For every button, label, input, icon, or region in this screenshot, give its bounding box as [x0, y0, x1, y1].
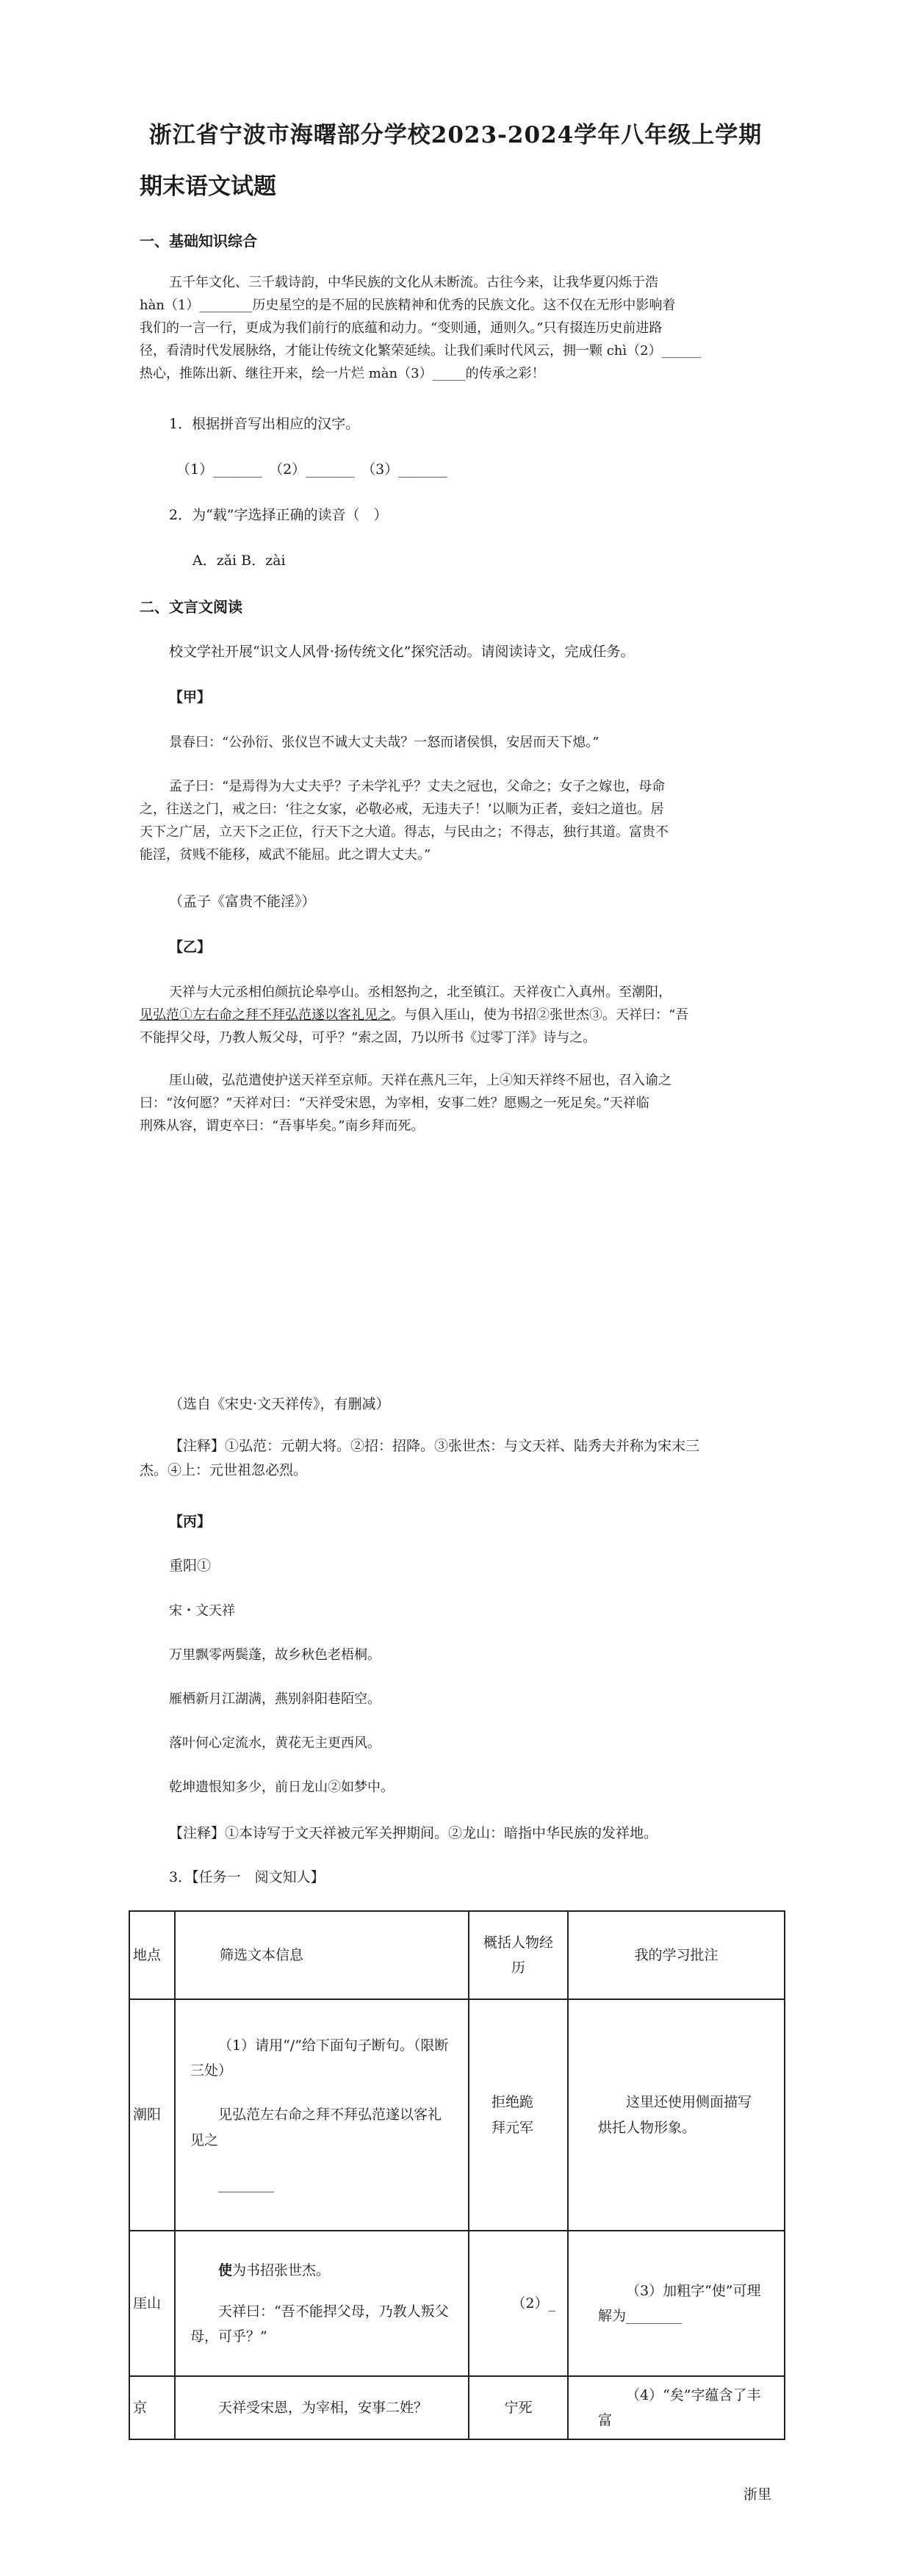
poem-line: 乾坤遗恨知多少，前日龙山②如梦中。 — [169, 1780, 394, 1795]
jia-line: 天下之广居，立天下之正位，行天下之大道。得志，与民由之；不得志，独行其道。富贵不 — [140, 824, 669, 840]
row1-answer-blank[interactable]: ________ — [218, 2176, 274, 2192]
footer-watermark: 浙里 — [743, 2486, 771, 2503]
section1-heading: 一、基础知识综合 — [140, 232, 257, 250]
question-1: 1．根据拼音写出相应的汉字。 — [169, 416, 360, 432]
header-place: 地点 — [129, 1911, 175, 1999]
yi-line: 厓山破，弘范遣使护送天祥至京师。天祥在燕凡三年，上④知天祥终不屈也，召入谕之 — [169, 1073, 671, 1088]
poem-line: 雁栖新月江湖满，燕别斜阳巷陌空。 — [169, 1691, 381, 1707]
table-row — [129, 2376, 785, 2439]
poem-author: 宋・文天祥 — [169, 1603, 235, 1619]
yi-source: （选自《宋史·文天祥传》，有删减） — [169, 1396, 390, 1412]
row1-info-sentence: 见弘范左右命之拜不拜弘范遂以客礼见之 — [190, 2107, 442, 2148]
section2-intro: 校文学社开展“识文人风骨·扬传统文化”探究活动。请阅读诗文，完成任务。 — [169, 644, 635, 660]
poem-line: 落叶何心定流水，黄花无主更西风。 — [169, 1735, 381, 1751]
yi-line: 不能捍父母，乃教人叛父母，可乎？”索之固，乃以所书《过零丁洋》诗与之。 — [140, 1029, 597, 1046]
bing-label: 【丙】 — [169, 1514, 212, 1530]
row1-info — [175, 1999, 469, 2231]
note-line: 杰。④上：元世祖忽必烈。 — [140, 1461, 308, 1478]
jia-label: 【甲】 — [169, 689, 212, 705]
row2-note[interactable]: （3）加粗字“使”可理解为________ — [568, 2231, 785, 2376]
question-2-options[interactable]: A．zǎi B．zài — [192, 553, 286, 569]
passage-line: hàn（1）________历史星空的是不屈的民族精神和优秀的民族文化。这不仅在无形中影响着 — [140, 297, 676, 313]
yi-line: 刑殊从容，谓吏卒曰：“吾事毕矣。”南乡拜而死。 — [140, 1118, 425, 1134]
jia-paragraph-1: 景春曰：“公孙衍、张仪岂不诚大丈夫哉？一怒而诸侯惧，安居而天下熄。” — [169, 735, 599, 750]
table-row — [129, 2231, 785, 2376]
row3-place: 京 — [129, 2376, 175, 2439]
bing-note: 【注释】①本诗写于文天祥被元军关押期间。②龙山：暗指中华民族的发祥地。 — [169, 1825, 658, 1841]
row2-info-line2: 天祥曰：“吾不能捍父母，乃教人叛父母，可乎？” — [190, 2303, 449, 2345]
jia-line: 之，往送之门，戒之曰：‘往之女家，必敬必戒，无违夫子！’以顺为正者，妾妇之道也。居 — [140, 801, 664, 817]
row1-info-question: （1）请用“/”给下面句子断句。（限断三处） — [190, 2037, 449, 2079]
jia-line: 孟子曰：“是焉得为大丈夫乎？子未学礼乎？丈夫之冠也，父命之；女子之嫁也，母命 — [169, 779, 666, 794]
poem-line: 万里飘零两鬓蓬，故乡秋色老梧桐。 — [169, 1647, 381, 1663]
bold-shi: 使 — [218, 2262, 233, 2278]
row2-info — [175, 2231, 469, 2376]
header-summary: 概括人物经历 — [469, 1911, 568, 1999]
doc-title-line2: 期末语文试题 — [140, 173, 276, 200]
header-info: 筛选文本信息 — [175, 1911, 469, 1999]
header-note: 我的学习批注 — [568, 1911, 785, 1999]
row1-summary: 拒绝跪拜元军 — [469, 1999, 568, 2231]
poem-title: 重阳① — [169, 1558, 212, 1574]
yi-line-rest: 。与俱入厓山，使为书招②张世杰③。天祥曰：“吾 — [391, 1007, 689, 1023]
section2-heading: 二、文言文阅读 — [140, 598, 242, 616]
row2-summary[interactable]: （2）_ — [469, 2231, 568, 2376]
yi-paragraph-2 — [140, 1070, 786, 1138]
row1-place: 潮阳 — [129, 1999, 175, 2231]
passage-line: 五千年文化、三千载诗韵，中华民族的文化从未断流。古往今来，让我华夏闪烁于浩 — [169, 275, 658, 290]
underlined-sentence: 见弘范①左右命之拜不拜弘范遂以客礼见之 — [140, 1007, 391, 1023]
passage-line: 径，看清时代发展脉络，才能让传统文化繁荣延续。让我们乘时代风云，拥一颗 chì（2）______ — [140, 342, 702, 359]
yi-line: 天祥与大元丞相伯颜抗论皋亭山。丞相怒拘之，北至镇江。天祥夜亡入真州。至潮阳， — [169, 985, 671, 1000]
jia-line: 能淫，贫贱不能移，威武不能屈。此之谓大丈夫。” — [140, 846, 431, 863]
table-row — [129, 1999, 785, 2231]
task-table — [129, 1910, 785, 2440]
yi-notes — [140, 1434, 786, 1482]
jia-paragraph-2 — [140, 776, 786, 867]
row3-summary: 宁死 — [469, 2376, 568, 2439]
doc-title-line1: 浙江省宁波市海曙部分学校2023-2024学年八年级上学期 — [148, 122, 763, 148]
jia-source: （孟子《富贵不能淫》） — [169, 893, 316, 910]
row3-note: （4）“矣”字蕴含了丰富 — [568, 2376, 785, 2439]
row3-info: 天祥受宋恩，为宰相，安事二姓？ — [175, 2376, 469, 2439]
yi-line: 曰：“汝何愿？”天祥对曰：“天祥受宋恩，为宰相，安事二姓？愿赐之一死足矣。”天祥临 — [140, 1095, 649, 1111]
section1-passage — [140, 272, 786, 386]
yi-label: 【乙】 — [169, 939, 212, 955]
passage-line: 我们的一言一行，更成为我们前行的底蕴和动力。“变则通，通则久。”只有掇连历史前进路 — [140, 320, 663, 336]
yi-paragraph-1 — [140, 982, 786, 1050]
note-line: 【注释】①弘范：元朝大将。②招：招降。③张世杰：与文天祥、陆秀夫并称为宋末三 — [169, 1438, 700, 1454]
row2-place: 厓山 — [129, 2231, 175, 2376]
row2-info-line1: 使为书招张世杰。 — [218, 2262, 331, 2278]
passage-line: 热心，推陈出新、继往开来，绘一片烂 màn（3）_____的传承之彩！ — [140, 365, 545, 381]
yi-line — [140, 1004, 786, 1027]
row1-note: 这里还使用侧面描写烘托人物形象。 — [568, 1999, 785, 2231]
question-3: 3．【任务一 阅文知人】 — [169, 1869, 325, 1885]
question-2: 2．为“载”字选择正确的读音（ ） — [169, 507, 388, 523]
question-1-blanks[interactable]: （1）_______ （2）_______ （3）_______ — [176, 461, 447, 478]
table-header-row — [129, 1911, 785, 1999]
